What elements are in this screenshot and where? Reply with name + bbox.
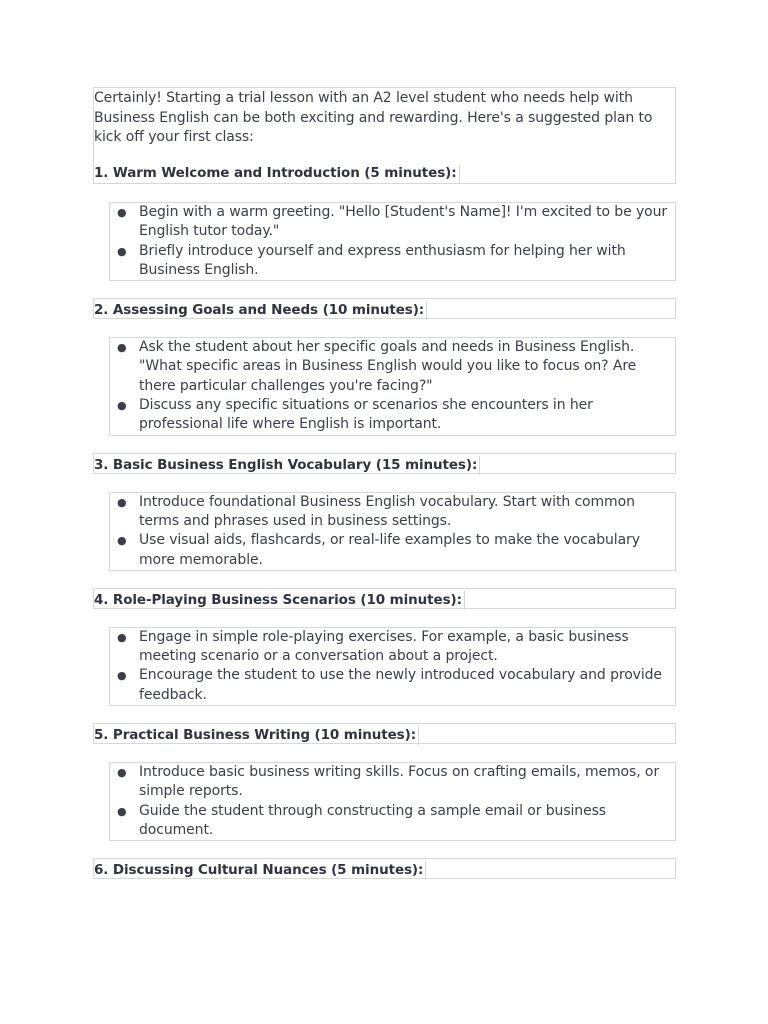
bullet-icon: ● [117,399,127,413]
list-item: ● Ask the student about her specific goals and needs in Business English. "What specific areas in Business English would you like to focus on? Are there particular challenges you're facing?" [117,339,637,394]
section-heading-box-3 [93,453,676,474]
bullet-icon: ● [117,669,127,683]
section-heading-5: 5. Practical Business Writing (10 minutes): [94,726,419,745]
list-item: ● Encourage the student to use the newly introduced vocabulary and provide feedback. [117,667,662,703]
list-item: ● Use visual aids, flashcards, or real-life examples to make the vocabulary more memorable. [117,532,640,568]
section-list-2 [109,337,676,435]
bullet-icon: ● [117,341,127,355]
list-item: ● Discuss any specific situations or scenarios she encounters in her professional life where English is important. [117,397,593,433]
section-heading-3: 3. Basic Business English Vocabulary (15 minutes): [94,456,480,475]
bullet-icon: ● [117,534,127,548]
bullet-icon: ● [117,630,127,644]
list-item: ● Introduce foundational Business English vocabulary. Start with common terms and phrases used in business settings. [117,493,635,529]
list-item: ● Introduce basic business writing skills. Focus on crafting emails, memos, or simple reports. [117,764,660,800]
section-heading-box-6 [93,858,676,879]
list-item: ● Briefly introduce yourself and express enthusiasm for helping her with Business English. [117,242,626,278]
bullet-icon: ● [117,804,127,818]
document-page [93,87,676,879]
intro-block [93,87,676,184]
section-heading-6: 6. Discussing Cultural Nuances (5 minutes): [94,861,426,880]
section-list-3 [109,492,676,571]
bullet-icon: ● [117,766,127,780]
section-heading-box-5 [93,723,676,744]
list-item: ● Engage in simple role-playing exercises. For example, a basic business meeting scenario or a conversation about a project. [117,628,629,665]
bullet-icon: ● [117,206,127,219]
section-list-4 [109,627,676,706]
bullet-icon: ● [117,244,127,258]
list-item: ● Begin with a warm greeting. "Hello [Student's Name]! I'm excited to be your English tutor today." [117,204,668,240]
section-list-1 [109,202,676,281]
section-heading-2: 2. Assessing Goals and Needs (10 minutes): [94,301,427,320]
intro-paragraph: Certainly! Starting a trial lesson with an A2 level student who needs help with Business English can be both exciting and rewarding. Here's a suggested plan to kick off your first class: [94,90,653,145]
list-item: ● Guide the student through constructing a sample email or business document. [117,802,606,838]
section-heading-box-4 [93,588,676,609]
bullet-icon: ● [117,495,127,509]
section-heading-4: 4. Role-Playing Business Scenarios (10 minutes): [94,591,465,610]
section-heading-box-2 [93,298,676,319]
section-heading-1: 1. Warm Welcome and Introduction (5 minutes): [94,164,460,183]
section-list-5 [109,762,676,841]
